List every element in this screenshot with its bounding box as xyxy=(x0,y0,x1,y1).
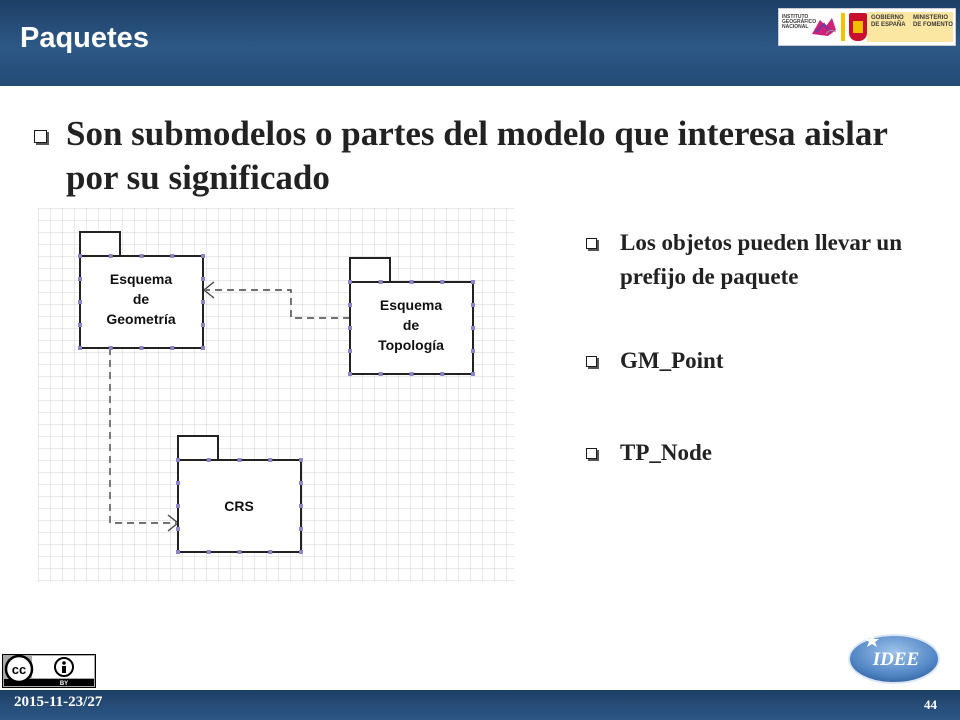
side-bullet-text: Los objetos pueden llevar un prefijo de paquete xyxy=(620,230,903,289)
selection-handle xyxy=(440,280,444,284)
footer-bar xyxy=(0,690,960,720)
selection-handle xyxy=(170,254,174,258)
selection-handle xyxy=(201,300,205,304)
selection-handle xyxy=(207,550,211,554)
selection-handle xyxy=(379,372,383,376)
selection-handle xyxy=(176,504,180,508)
selection-handle xyxy=(268,458,272,462)
selection-handle xyxy=(176,481,180,485)
selection-handle xyxy=(201,323,205,327)
attribution-icon-head xyxy=(62,661,66,665)
package-label-line: Esquema xyxy=(379,297,443,313)
selection-handle xyxy=(268,550,272,554)
selection-handle xyxy=(238,458,242,462)
selection-handle xyxy=(379,280,383,284)
selection-handle xyxy=(109,346,113,350)
diagram-canvas xyxy=(38,208,514,582)
selection-handle xyxy=(176,458,180,462)
slide-date: 2015-11-23/27 xyxy=(14,694,103,710)
uml-package-diagram xyxy=(38,208,514,582)
selection-handle xyxy=(348,326,352,330)
selection-handle xyxy=(348,303,352,307)
bullet-square-icon xyxy=(34,130,47,143)
selection-handle xyxy=(78,254,82,258)
selection-handle xyxy=(410,280,414,284)
selection-handle xyxy=(140,346,144,350)
selection-handle xyxy=(78,346,82,350)
creative-commons-badge xyxy=(2,654,96,688)
ign-text: INSTITUTO GEOGRÁFICO NACIONAL xyxy=(782,14,817,30)
logo-separator xyxy=(841,13,845,41)
side-bullet-item xyxy=(586,436,916,470)
selection-handle xyxy=(201,277,205,281)
package-label-line: Esquema xyxy=(109,271,173,287)
selection-handle xyxy=(299,527,303,531)
institution-logos xyxy=(778,8,956,46)
selection-handle xyxy=(78,300,82,304)
coat-of-arms-icon xyxy=(849,13,867,41)
gov-text: GOBIERNO DE ESPAÑA xyxy=(871,15,906,28)
main-bullet-text: Son submodelos o partes del modelo que interesa aislar por su significado xyxy=(66,114,888,197)
package-tab xyxy=(178,436,218,460)
selection-handle xyxy=(176,527,180,531)
selection-handle xyxy=(201,254,205,258)
selection-handle xyxy=(410,372,414,376)
bullet-square-icon xyxy=(586,238,597,249)
selection-handle xyxy=(207,458,211,462)
selection-handle xyxy=(170,346,174,350)
selection-handle xyxy=(299,481,303,485)
selection-handle xyxy=(238,550,242,554)
selection-handle xyxy=(348,349,352,353)
selection-handle xyxy=(201,346,205,350)
selection-handle xyxy=(348,372,352,376)
side-bullet-item xyxy=(586,344,916,378)
selection-handle xyxy=(299,458,303,462)
license-label: BY xyxy=(59,681,69,687)
side-bullet-text: TP_Node xyxy=(620,440,712,465)
package-label-line: Geometría xyxy=(106,311,176,327)
selection-handle xyxy=(109,254,113,258)
idee-logo xyxy=(846,628,942,686)
selection-handle xyxy=(299,550,303,554)
idee-label: IDEE xyxy=(872,649,920,670)
main-bullet xyxy=(32,112,912,200)
package-tab xyxy=(80,232,120,256)
bullet-square-icon xyxy=(586,356,597,367)
selection-handle xyxy=(176,550,180,554)
selection-handle xyxy=(471,303,475,307)
attribution-icon-body xyxy=(62,666,66,673)
selection-handle xyxy=(471,349,475,353)
page-number: 44 xyxy=(924,697,937,712)
package-tab xyxy=(350,258,390,282)
ministry-text: MINISTERIO DE FOMENTO xyxy=(913,15,953,28)
selection-handle xyxy=(140,254,144,258)
side-bullet-item xyxy=(586,226,916,294)
package-label-line: Topología xyxy=(378,337,444,353)
selection-handle xyxy=(440,372,444,376)
selection-handle xyxy=(471,326,475,330)
selection-handle xyxy=(299,504,303,508)
slide-title: Paquetes xyxy=(20,22,149,54)
selection-handle xyxy=(471,280,475,284)
cc-icon-glyph: cc xyxy=(11,662,27,677)
side-bullet-text: GM_Point xyxy=(620,348,724,373)
package-label-line: de xyxy=(132,291,150,307)
package-label-line: CRS xyxy=(224,498,254,514)
selection-handle xyxy=(78,277,82,281)
selection-handle xyxy=(78,323,82,327)
selection-handle xyxy=(471,372,475,376)
side-bullet-list xyxy=(586,226,916,470)
bullet-square-icon xyxy=(586,448,597,459)
selection-handle xyxy=(348,280,352,284)
package-label-line: de xyxy=(402,317,420,333)
